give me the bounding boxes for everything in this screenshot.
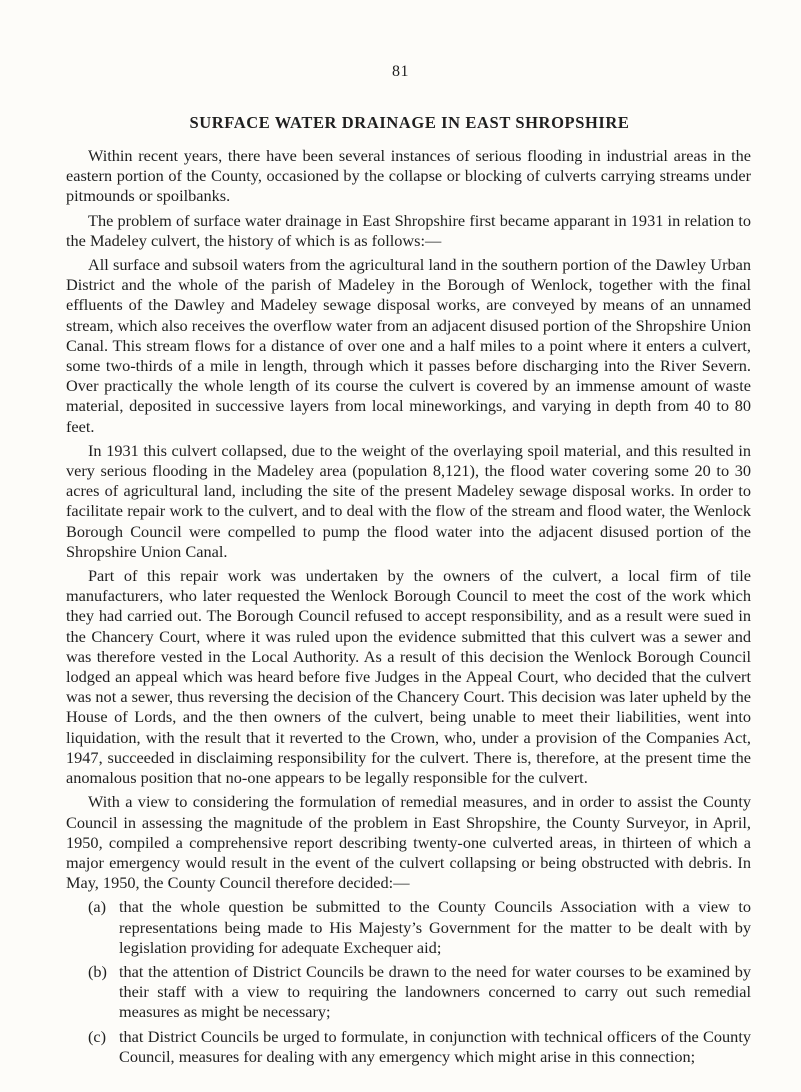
list-item (88, 897, 751, 958)
section-heading: SURFACE WATER DRAINAGE IN EAST SHROPSHIRE (189, 113, 630, 132)
paragraph-intro: Within recent years, there have been several instances of serious flooding in industrial areas in the eastern portion of the County, occasioned by the collapse or blocking of culverts carrying streams under pitmounds or spoilbanks. (66, 146, 751, 206)
paragraph-legal-history: Part of this repair work was undertaken by the owners of the culvert, a local firm of tile manufacturers, who later requested the Wenlock Borough Council to meet the cost of the work which they had carried out. The Borough Council refused to accept responsibility, and as a result were sued in the Chancery Court, where it was ruled upon the evidence submitted that this culvert was a sewer and was therefore vested in the Local Authority. As a result of this decision the Wenlock Borough Council lodged an appeal which was heard before five Judges in the Appeal Court, who decided that the culvert was not a sewer, thus reversing the decision of the Chancery Court. This decision was later upheld by the House of Lords, and the then owners of the culvert, being unable to meet their liabilities, went into liquidation, with the result that it reverted to the Crown, who, under a provision of the Companies Act, 1947, succeeded in disclaiming responsibility for the culvert. There is, therefore, at the present time the anomalous position that no-one appears to be legally responsible for the culvert. (66, 566, 751, 788)
list-item (88, 962, 751, 1023)
paragraph-remedial-measures: With a view to considering the formulation of remedial measures, and in order to assist the County Council in assessing the magnitude of the problem in East Shropshire, the County Surveyor, in April, 1950, compiled a comprehensive report describing twenty-one culverted areas, in thirteen of which a major emergency would result in the event of the culvert collapsing or being obstructed with debris. In May, 1950, the County Council therefore decided:— (66, 792, 751, 893)
list-item-text: that District Councils be urged to formulate, in conjunction with technical officers of the County Council, measures for dealing with any emergency which might arise in this connection; (119, 1026, 751, 1066)
paragraph-collapse-1931: In 1931 this culvert collapsed, due to the weight of the overlaying spoil material, and this resulted in very serious flooding in the Madeley area (population 8,121), the flood water covering some 20 to 30 acres of agricultural land, including the site of the present Madeley sewage disposal works. In order to facilitate repair work to the culvert, and to deal with the flow of the stream and flood water, the Wenlock Borough Council were compelled to pump the flood water into the adjacent disused portion of the Shropshire Union Canal. (66, 440, 751, 561)
list-item-text: that the attention of District Councils be drawn to the need for water courses to be examined by their staff with a view to requiring the landowners concerned to carry out such remedial measures as might be necessary; (119, 961, 751, 1022)
list-item-label: (a) (88, 897, 107, 917)
list-item-label: (b) (88, 961, 107, 981)
list-item (88, 1027, 751, 1067)
list-item-label: (c) (88, 1026, 107, 1046)
paragraph-drainage-description: All surface and subsoil waters from the agricultural land in the southern portion of the Dawley Urban District and the whole of the parish of Madeley in the Borough of Wenlock, together with the final effluents of the Dawley and Madeley sewage disposal works, are conveyed by means of an unnamed stream, which also receives the overflow water from an adjacent disused portion of the Shropshire Union Canal. This stream flows for a distance of over one and a half miles to a point where it enters a culvert, some two-thirds of a mile in length, through which it passes before discharging into the River Severn. Over practically the whole length of its course the culvert is covered by an immense amount of waste material, deposited in successive layers from local mineworkings, and varying in depth from 40 to 80 feet. (66, 255, 751, 436)
paragraph-problem: The problem of surface water drainage in East Shropshire first became apparant in 1931 in relation to the Madeley culvert, the history of which is as follows:— (66, 210, 751, 250)
list-item-text: that the whole question be submitted to the County Councils Association with a view to representations being made to His Majesty’s Government for the matter to be dealt with by legislation providing for adequate Exchequer aid; (119, 897, 751, 957)
page-number: 81 (392, 63, 409, 80)
